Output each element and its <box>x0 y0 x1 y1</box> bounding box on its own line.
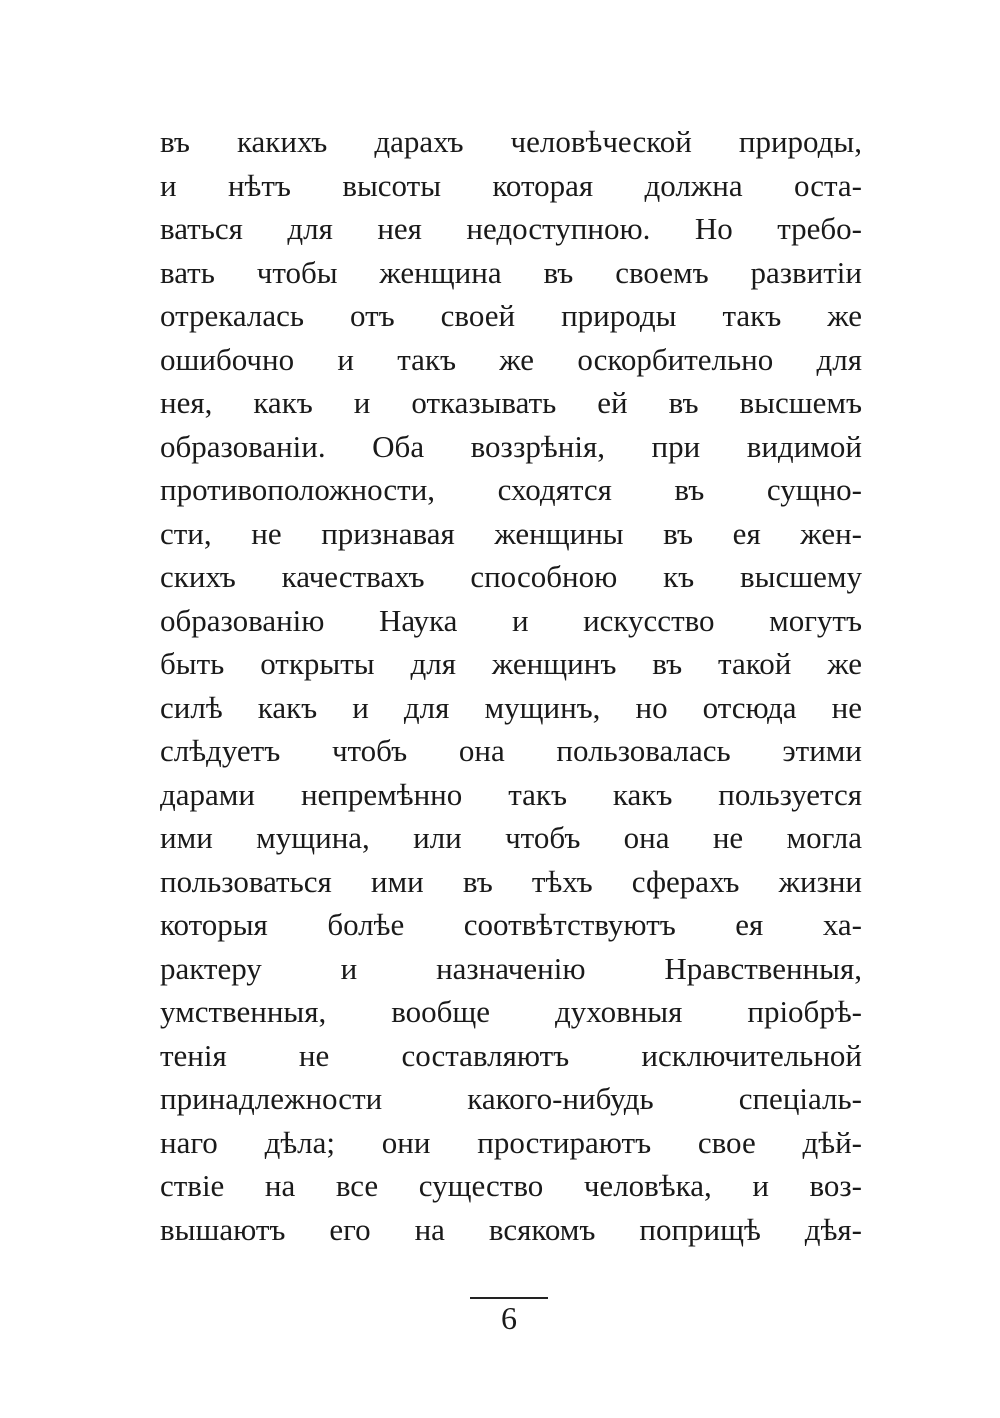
text-line: рактеру и назначенію Нравственныя, <box>160 950 862 986</box>
text-line: которыя болѣе соотвѣтствуютъ ея ха- <box>160 907 862 942</box>
text-line: противоположности, сходятся въ сущно- <box>160 472 862 507</box>
text-line: ваться для нея недоступною. Но требо- <box>160 211 862 246</box>
text-line: образованію Наука и искусство могутъ <box>160 602 862 638</box>
text-line: отрекалась отъ своей природы такъ же <box>160 298 862 333</box>
text-line: ими мущина, или чтобъ она не могла <box>160 820 862 855</box>
text-line: тенія не составляютъ исключительной <box>160 1037 862 1073</box>
text-line: быть открыты для женщинъ въ такой же <box>160 646 862 681</box>
text-line: скихъ качествахъ способною къ высшему <box>160 559 862 594</box>
text-line: вышаютъ его на всякомъ поприщѣ дѣя- <box>160 1211 862 1247</box>
text-line: образованіи. Оба воззрѣнія, при видимой <box>160 428 862 464</box>
text-line: вать чтобы женщина въ своемъ развитіи <box>160 254 862 290</box>
text-line: сти, не признавая женщины въ ея жен- <box>160 515 862 551</box>
text-line: и нѣтъ высоты которая должна оста- <box>160 167 862 203</box>
text-line: умственныя, вообще духовныя пріобрѣ- <box>160 994 862 1029</box>
text-line: ошибочно и такъ же оскорбительно для <box>160 341 862 377</box>
body-text <box>160 120 862 1251</box>
page-number: 6 <box>501 1300 517 1336</box>
text-line: принадлежности какого-нибудь спеціаль- <box>160 1081 862 1116</box>
text-line: пользоваться ими въ тѣхъ сферахъ жизни <box>160 863 862 899</box>
page-number-rule <box>470 1297 548 1299</box>
text-line: дарами непремѣнно такъ какъ пользуется <box>160 776 862 812</box>
text-line: силѣ какъ и для мущинъ, но отсюда не <box>160 689 862 725</box>
text-line: нея, какъ и отказывать ей въ высшемъ <box>160 385 862 420</box>
text-line: въ какихъ дарахъ человѣческой природы, <box>160 124 862 159</box>
text-line: ствіе на все существо человѣка, и воз- <box>160 1168 862 1203</box>
text-line: наго дѣла; они простираютъ свое дѣй- <box>160 1124 862 1160</box>
text-line: слѣдуетъ чтобъ она пользовалась этими <box>160 733 862 768</box>
